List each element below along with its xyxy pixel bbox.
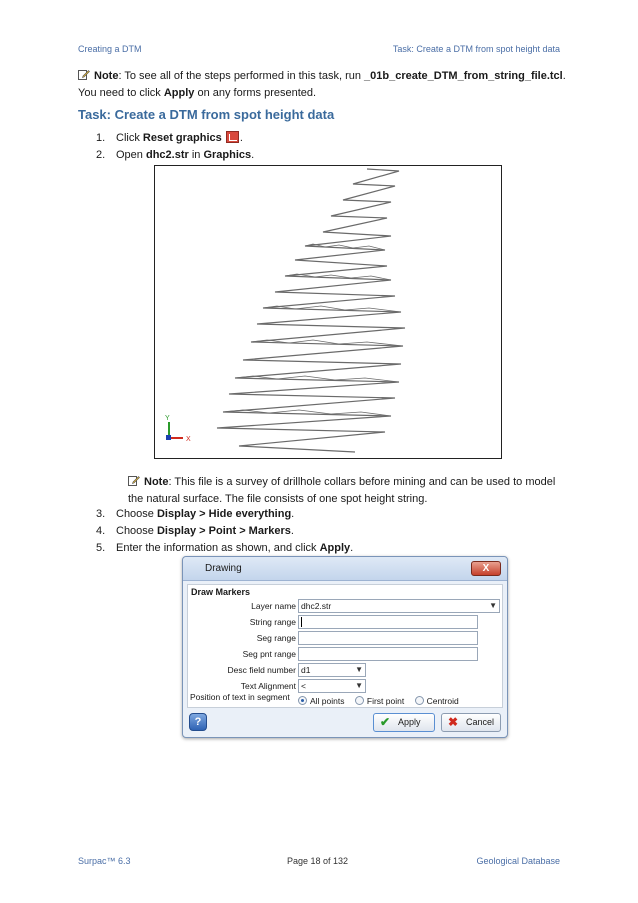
string-range-input[interactable] bbox=[298, 615, 478, 629]
step-2 bbox=[96, 147, 254, 164]
step-text: Choose bbox=[116, 508, 157, 520]
row-desc-field bbox=[188, 663, 504, 677]
apply-label: Apply bbox=[398, 717, 421, 727]
step-3 bbox=[96, 506, 353, 523]
axis-y-label: Y bbox=[165, 415, 170, 422]
row-layer-name bbox=[188, 599, 504, 613]
step-text-after: . bbox=[350, 542, 354, 554]
note-drillhole bbox=[128, 474, 568, 508]
label-seg-range: Seg range bbox=[256, 633, 296, 643]
seg-range-input[interactable] bbox=[298, 631, 478, 645]
note-macro bbox=[78, 68, 578, 102]
pencil-icon bbox=[78, 69, 90, 80]
step-bold-2: Graphics bbox=[203, 149, 252, 161]
row-text-alignment bbox=[188, 679, 504, 693]
step-number: 3. bbox=[96, 508, 106, 520]
section-heading: Draw Markers bbox=[191, 587, 251, 597]
note-label: Note bbox=[94, 70, 119, 82]
label-desc-field: Desc field number bbox=[227, 665, 296, 675]
step-number: 2. bbox=[96, 149, 106, 161]
label-layer-name: Layer name bbox=[251, 601, 296, 611]
step-bold: Reset graphics bbox=[142, 132, 222, 144]
radio-empty-icon bbox=[355, 696, 364, 705]
step-bold: Apply bbox=[319, 542, 351, 554]
step-text-middle: in bbox=[188, 149, 204, 161]
row-seg-pnt-range bbox=[188, 647, 504, 661]
step-4 bbox=[96, 523, 353, 540]
running-header-left: Creating a DTM bbox=[78, 44, 142, 54]
chevron-down-icon: ▼ bbox=[489, 601, 497, 610]
label-text-alignment: Text Alignment bbox=[240, 681, 296, 691]
chevron-down-icon: ▼ bbox=[355, 665, 363, 674]
step-text: Choose bbox=[116, 525, 157, 537]
text-alignment-value: < bbox=[301, 681, 306, 691]
spot-height-string bbox=[217, 169, 405, 452]
step-text: Click bbox=[116, 132, 143, 144]
radio-label: Centroid bbox=[426, 696, 459, 706]
help-button[interactable]: ? bbox=[189, 713, 207, 731]
radio-all-points[interactable] bbox=[298, 696, 345, 706]
step-1 bbox=[96, 130, 254, 147]
step-text-after: . bbox=[291, 508, 295, 520]
seg-pnt-range-input[interactable] bbox=[298, 647, 478, 661]
step-number: 5. bbox=[96, 542, 106, 554]
step-text: Enter the information as shown, and click bbox=[116, 542, 320, 554]
row-position bbox=[188, 693, 504, 707]
note-line2-bold: Apply bbox=[163, 87, 195, 99]
dialog-body bbox=[187, 584, 503, 708]
apply-button[interactable] bbox=[373, 713, 435, 732]
steps-list-b bbox=[96, 506, 353, 557]
radio-centroid[interactable] bbox=[415, 696, 459, 706]
step-text-after: . bbox=[290, 525, 294, 537]
close-button[interactable]: X bbox=[471, 561, 501, 576]
step-text-after: . bbox=[251, 149, 255, 161]
footer-section: Geological Database bbox=[476, 856, 560, 866]
step-bold: Display > Point > Markers bbox=[156, 525, 291, 537]
label-position: Position of text in segment bbox=[190, 692, 290, 702]
footer-product: Surpac™ 6.3 bbox=[78, 856, 131, 866]
pencil-icon bbox=[128, 475, 140, 486]
position-radio-group bbox=[298, 696, 467, 706]
label-string-range: String range bbox=[249, 617, 296, 627]
label-seg-pnt-range: Seg pnt range bbox=[242, 649, 296, 659]
desc-field-select[interactable] bbox=[298, 663, 366, 677]
step-bold: dhc2.str bbox=[145, 149, 189, 161]
dialog-titlebar[interactable] bbox=[183, 557, 507, 581]
axis-x-label: X bbox=[186, 436, 191, 443]
note-text-after: . bbox=[562, 70, 566, 82]
note-line2-before: You need to click bbox=[78, 87, 164, 99]
running-header-right: Task: Create a DTM from spot height data bbox=[392, 44, 560, 54]
layer-name-value: dhc2.str bbox=[301, 601, 332, 611]
layer-name-select[interactable] bbox=[298, 599, 500, 613]
graphics-viewport bbox=[154, 165, 502, 459]
dialog-footer bbox=[187, 711, 503, 735]
reset-graphics-icon bbox=[226, 131, 239, 143]
note-text: : This file is a survey of drillhole collars before mining and can be used to model the natural surface. The file consists of one spot height string. bbox=[128, 476, 556, 505]
row-string-range bbox=[188, 615, 504, 629]
note-label: Note bbox=[144, 476, 169, 488]
row-seg-range bbox=[188, 631, 504, 645]
cancel-label: Cancel bbox=[466, 717, 495, 727]
drawing-dialog bbox=[182, 556, 508, 738]
cancel-button[interactable] bbox=[441, 713, 501, 732]
note-text-before: : To see all of the steps performed in this task, run bbox=[118, 70, 365, 82]
radio-selected-icon bbox=[298, 696, 307, 705]
radio-label: All points bbox=[310, 696, 345, 706]
radio-first-point[interactable] bbox=[355, 696, 404, 706]
dialog-title: Drawing bbox=[205, 563, 242, 574]
step-number: 1. bbox=[96, 132, 106, 144]
spot-height-string-plot bbox=[155, 166, 501, 458]
step-text-after: . bbox=[239, 132, 243, 144]
cross-icon: ✖ bbox=[448, 715, 459, 729]
step-5 bbox=[96, 540, 353, 557]
step-bold: Display > Hide everything bbox=[156, 508, 292, 520]
text-alignment-select[interactable] bbox=[298, 679, 366, 693]
radio-label: First point bbox=[366, 696, 405, 706]
note-line2-after: on any forms presented. bbox=[194, 87, 317, 99]
check-icon: ✔ bbox=[380, 715, 391, 729]
step-number: 4. bbox=[96, 525, 106, 537]
desc-field-value: d1 bbox=[301, 665, 311, 675]
footer-page-number: Page 18 of 132 bbox=[287, 856, 349, 866]
task-title: Task: Create a DTM from spot height data bbox=[78, 107, 335, 122]
step-text: Open bbox=[116, 149, 146, 161]
text-cursor bbox=[301, 617, 302, 627]
radio-empty-icon bbox=[415, 696, 424, 705]
steps-list-a bbox=[96, 130, 254, 164]
chevron-down-icon: ▼ bbox=[355, 681, 363, 690]
macro-name: _01b_create_DTM_from_string_file.tcl bbox=[364, 70, 563, 82]
